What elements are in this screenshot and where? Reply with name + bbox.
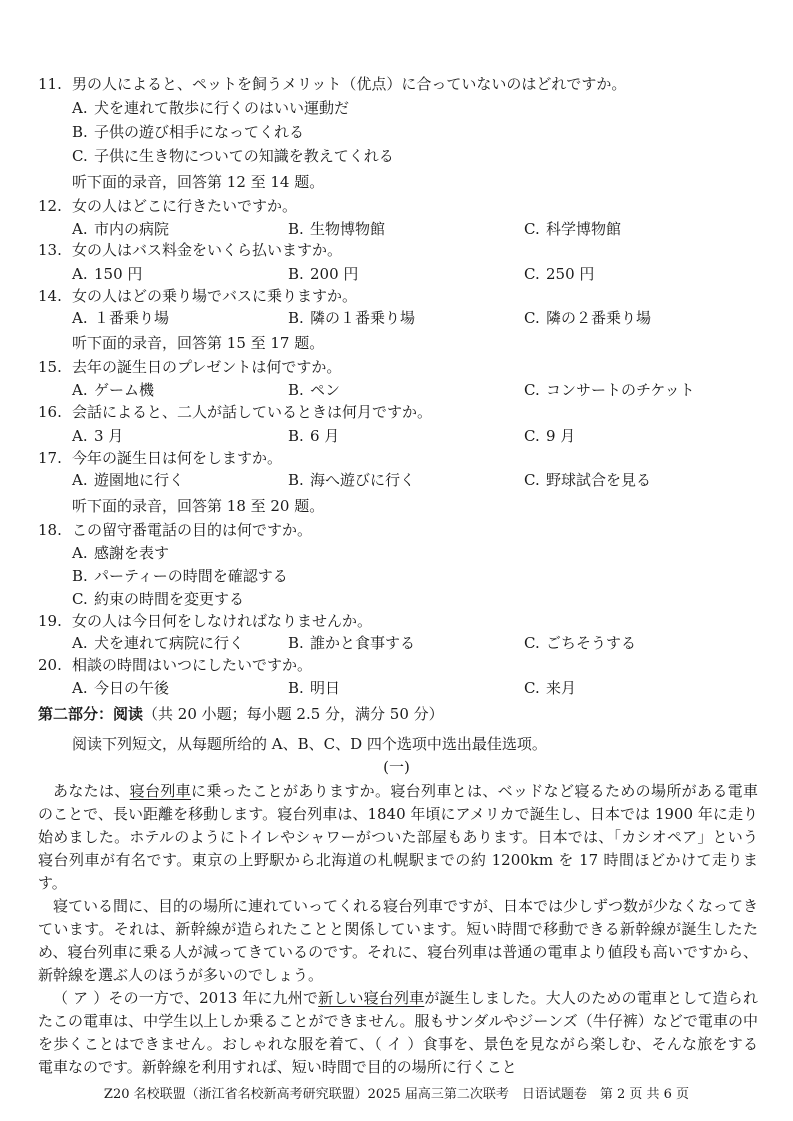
question-14: 14. 女の人はどの乗り場でバスに乗りますか。 xyxy=(38,287,358,305)
option-b: B. 6 月 xyxy=(288,427,340,445)
question-18: 18. この留守番電話の目的は何ですか。 xyxy=(38,521,313,539)
option-a: A. 今日の午後 xyxy=(72,679,170,697)
option: C. 約束の時間を変更する xyxy=(72,590,245,608)
listening-instruction: 听下面的录音，回答第 15 至 17 题。 xyxy=(72,334,325,352)
question-15: 15. 去年の誕生日のプレゼントは何ですか。 xyxy=(38,358,342,376)
option-c: C. コンサートのチケット xyxy=(524,381,695,399)
paragraph: （ ア ）その一方で、2013 年に九州で新しい寝台列車が誕生しました。大人のための電車として造られたこの電車は、中学生以上しか乗ることができません。服もサンダルやジーンズ（牛仔裤）などで電車の中を歩くことはできません。おしゃれな服を着て、（ イ ）食事を、景色を見ながら楽しむ、そんな旅をする電車なのです。新幹線を利用すれば、短い時間で目的の場所に行くこと xyxy=(38,989,758,1076)
reading-instruction: 阅读下列短文，从每题所给的 A、B、C、D 四个选项中选出最佳选项。 xyxy=(72,735,547,753)
question-text: 男の人によると、ペットを飼うメリット（优点）に合っていないのはどれですか。 xyxy=(72,75,627,93)
option-b: B. 海へ遊びに行く xyxy=(288,471,416,489)
paragraph: あなたは、寝台列車に乗ったことがありますか。寝台列車とは、ベッドなど寝るための場所がある電車のことで、長い距離を移動します。寝台列車は、1840 年頃にアメリカで誕生し、日本では 1900 年に走り始めました。ホテルのようにトイレやシャワーがついた部屋もあります。日本では、「カシオペア」という寝台列車が有名です。東京の上野駅から北海道の札幌駅までの約 1200km を 17 時間ほどかけて走ります。 xyxy=(38,782,758,892)
question-16: 16. 会話によると、二人が話しているときは何月ですか。 xyxy=(38,403,433,421)
paragraph: 寝ている間に、目的の場所に連れていってくれる寝台列車ですが、日本では少しずつ数が少なくなってきています。それは、新幹線が造られたことと関係しています。短い時間で移動できる新幹線が誕生したため、寝台列車に乗る人が減ってきているのです。それに、寝台列車は普通の電車より値段も高いですから、新幹線を選ぶ人のほうが多いのでしょう。 xyxy=(38,897,759,984)
option-a: A. 市内の病院 xyxy=(72,220,170,238)
option-b: B. ペン xyxy=(288,381,341,399)
option: A. 感謝を表す xyxy=(72,544,170,562)
option: A. 犬を連れて散歩に行くのはいい運動だ xyxy=(72,99,350,117)
option-a: A. 犬を連れて病院に行く xyxy=(72,634,245,652)
option-b: B. 200 円 xyxy=(288,265,359,283)
passage-label: (一) xyxy=(383,758,410,776)
question-12: 12. 女の人はどこに行きたいですか。 xyxy=(38,197,298,215)
option-c: C. 野球試合を見る xyxy=(524,471,652,489)
option-c: C. 来月 xyxy=(524,679,577,697)
section-heading: 第二部分：阅读（共 20 小题；每小题 2.5 分，满分 50 分） xyxy=(38,705,444,723)
option-b: B. 明日 xyxy=(288,679,341,697)
option-c: C. 隣の２番乗り場 xyxy=(524,309,652,327)
option-b: B. 誰かと食事する xyxy=(288,634,416,652)
option: B. パーティーの時間を確認する xyxy=(72,567,288,585)
question-11 xyxy=(38,74,626,94)
option-a: A. 遊園地に行く xyxy=(72,471,185,489)
option-a: A. 3 月 xyxy=(72,427,124,445)
option: B. 子供の遊び相手になってくれる xyxy=(72,123,305,141)
listening-instruction: 听下面的录音，回答第 12 至 14 题。 xyxy=(72,173,325,191)
option-c: C. 250 円 xyxy=(524,265,595,283)
page-footer: Z20 名校联盟（浙江省名校新高考研究联盟）2025 届高三第二次联考 日语试题卷 第 2 页 共 6 页 xyxy=(103,1087,690,1102)
option-b: B. 生物博物館 xyxy=(288,220,386,238)
question-17: 17. 今年の誕生日は何をしますか。 xyxy=(38,449,283,467)
question-number: 11. xyxy=(38,75,62,93)
listening-instruction: 听下面的录音，回答第 18 至 20 题。 xyxy=(72,497,325,515)
question-19: 19. 女の人は今日何をしなければなりませんか。 xyxy=(38,612,373,630)
passage xyxy=(38,780,758,1079)
option-c: C. 科学博物館 xyxy=(524,220,622,238)
option-a: A. ゲーム機 xyxy=(72,381,155,399)
option-a: A. 150 円 xyxy=(72,265,143,283)
underlined-term: 新しい寝台列車 xyxy=(318,989,425,1007)
option-c: C. ごちそうする xyxy=(524,634,637,652)
underlined-term: 寝台列車 xyxy=(129,782,192,800)
option: C. 子供に生き物についての知識を教えてくれる xyxy=(72,147,394,165)
question-13: 13. 女の人はバス料金をいくら払いますか。 xyxy=(38,241,343,259)
question-20: 20. 相談の時間はいつにしたいですか。 xyxy=(38,656,313,674)
option-c: C. 9 月 xyxy=(524,427,576,445)
option-a: A. １番乗り場 xyxy=(72,309,170,327)
option-b: B. 隣の１番乗り場 xyxy=(288,309,416,327)
